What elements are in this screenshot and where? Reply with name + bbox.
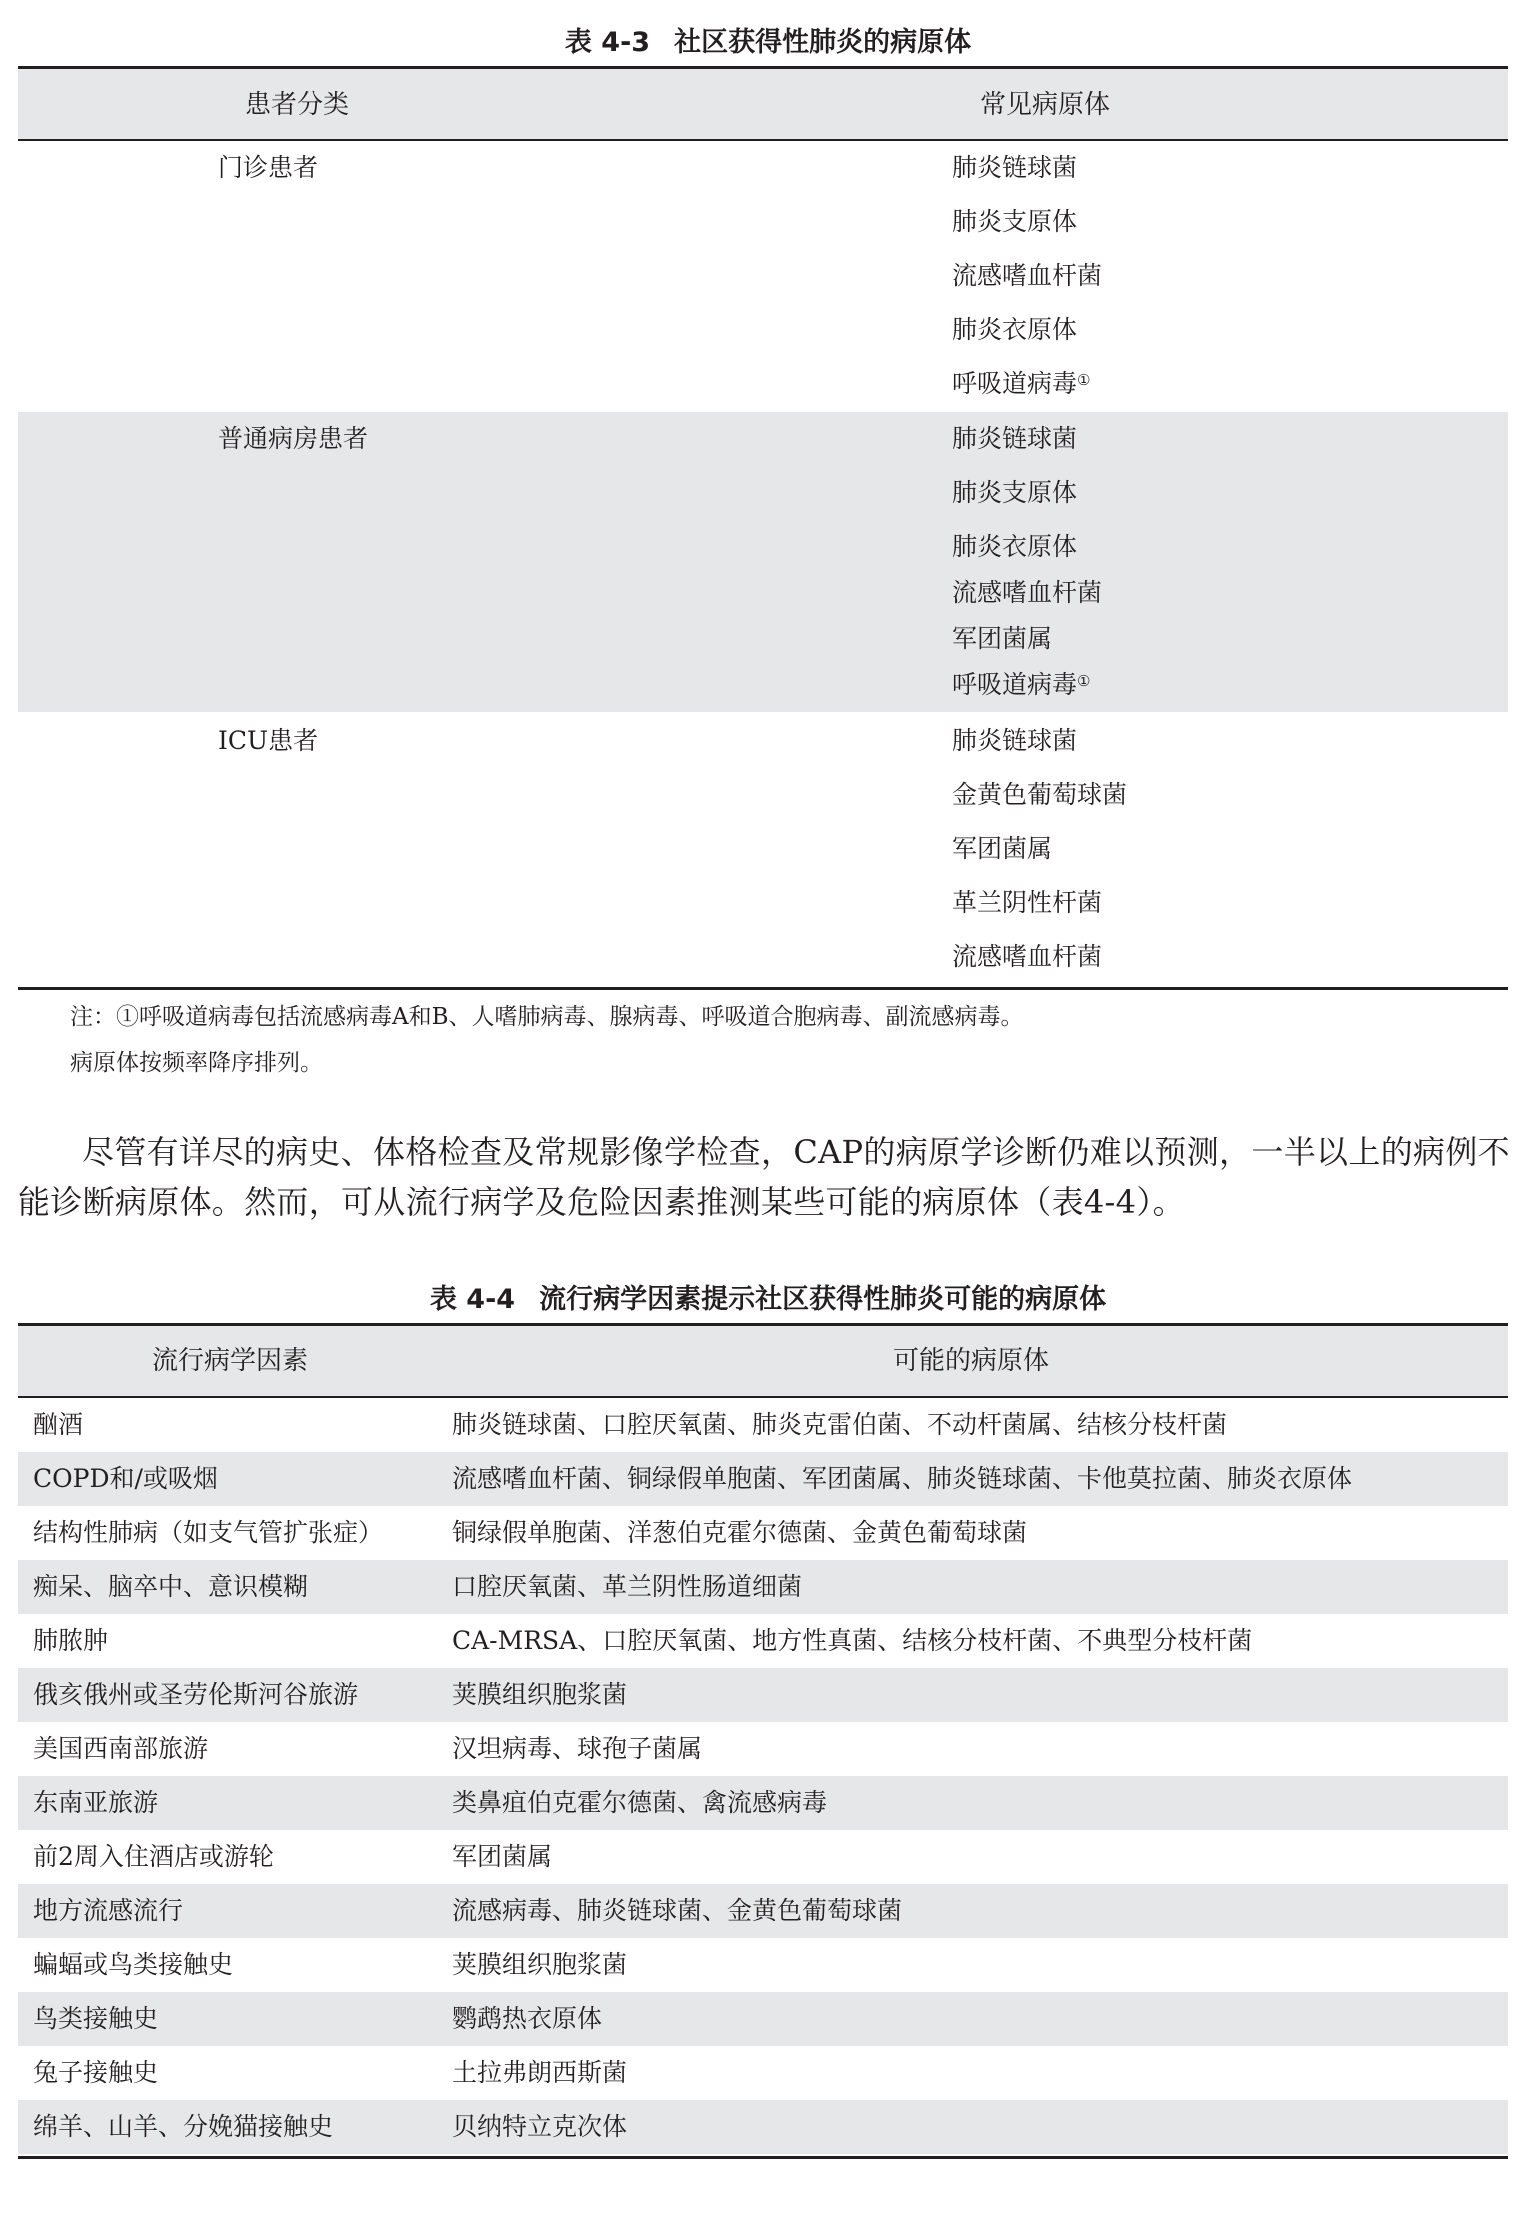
pathogen-item: 呼吸道病毒①	[952, 369, 1091, 398]
factor-cell: 肺脓肿	[33, 1626, 109, 1655]
pathogen-item: 肺炎链球菌	[952, 424, 1078, 453]
factor-cell: 酗酒	[33, 1410, 84, 1439]
factor-cell: 地方流感流行	[33, 1896, 184, 1925]
bottom-rule	[18, 2156, 1508, 2159]
table-number: 表 4-4	[429, 1284, 516, 1315]
pathogen-cell: 肺炎链球菌、口腔厌氧菌、肺炎克雷伯菌、不动杆菌属、结核分枝杆菌	[452, 1410, 1228, 1439]
pathogen-item: 肺炎衣原体	[952, 532, 1078, 561]
group-band-ward	[18, 412, 1508, 712]
column-header-possible-pathogens: 可能的病原体	[893, 1346, 1050, 1376]
table-title: 社区获得性肺炎的病原体	[674, 27, 972, 58]
factor-cell: 痴呆、脑卒中、意识模糊	[33, 1572, 309, 1601]
pathogen-item: 呼吸道病毒①	[952, 670, 1091, 699]
pathogen-cell: 贝纳特立克次体	[452, 2112, 628, 2141]
pathogen-cell: CA-MRSA、口腔厌氧菌、地方性真菌、结核分枝杆菌、不典型分枝杆菌	[452, 1626, 1253, 1655]
factor-cell: 东南亚旅游	[33, 1788, 159, 1817]
body-paragraph: 尽管有详尽的病史、体格检查及常规影像学检查，CAP的病原学诊断仍难以预测，一半以上的病例不能诊断病原体。然而，可从流行病学及危险因素推测某些可能的病原体（表4-4）。	[18, 1133, 1510, 1221]
pathogen-item: 金黄色葡萄球菌	[952, 780, 1128, 809]
bottom-rule	[18, 987, 1508, 990]
category-ward: 普通病房患者	[218, 424, 369, 453]
table-title: 流行病学因素提示社区获得性肺炎可能的病原体	[539, 1284, 1107, 1315]
category-icu: ICU患者	[218, 726, 319, 755]
category-outpatient: 门诊患者	[218, 153, 319, 182]
column-header-category: 患者分类	[245, 90, 350, 120]
factor-cell: 绵羊、山羊、分娩猫接触史	[33, 2112, 334, 2141]
pathogen-cell: 流感嗜血杆菌、铜绿假单胞菌、军团菌属、肺炎链球菌、卡他莫拉菌、肺炎衣原体	[452, 1464, 1353, 1493]
factor-cell: 蝙蝠或鸟类接触史	[33, 1950, 234, 1979]
column-header-factor: 流行病学因素	[152, 1346, 309, 1376]
factor-cell: 前2周入住酒店或游轮	[33, 1842, 274, 1871]
footnote-marker: ①	[1077, 371, 1091, 389]
factor-cell: 俄亥俄州或圣劳伦斯河谷旅游	[33, 1680, 359, 1709]
pathogen-cell: 流感病毒、肺炎链球菌、金黄色葡萄球菌	[452, 1896, 903, 1925]
pathogen-cell: 口腔厌氧菌、革兰阴性肠道细菌	[452, 1572, 803, 1601]
pathogen-item: 革兰阴性杆菌	[952, 888, 1103, 917]
table-4-4-caption	[0, 1277, 1536, 1316]
pathogen-item: 肺炎衣原体	[952, 315, 1078, 344]
header-band	[18, 69, 1508, 139]
factor-cell: COPD和/或吸烟	[33, 1464, 218, 1493]
pathogen-item: 军团菌属	[952, 624, 1053, 653]
pathogen-cell: 鹦鹉热衣原体	[452, 2004, 603, 2033]
table-4-3-caption	[0, 20, 1536, 59]
pathogen-item: 肺炎支原体	[952, 207, 1078, 236]
table-footnote: 病原体按频率降序排列。	[70, 1050, 323, 1076]
pathogen-cell: 军团菌属	[452, 1842, 553, 1871]
table-number: 表 4-3	[564, 27, 651, 58]
pathogen-item: 军团菌属	[952, 834, 1053, 863]
pathogen-cell: 类鼻疽伯克霍尔德菌、禽流感病毒	[452, 1788, 828, 1817]
table-footnote: 注：①呼吸道病毒包括流感病毒A和B、人嗜肺病毒、腺病毒、呼吸道合胞病毒、副流感病毒。	[70, 1004, 1024, 1030]
column-header-pathogens: 常见病原体	[980, 90, 1111, 120]
pathogen-cell: 荚膜组织胞浆菌	[452, 1680, 628, 1709]
row-band	[18, 1992, 1508, 2046]
pathogen-item: 肺炎链球菌	[952, 726, 1078, 755]
factor-cell: 美国西南部旅游	[33, 1734, 209, 1763]
header-rule	[18, 1396, 1508, 1398]
pathogen-cell: 荚膜组织胞浆菌	[452, 1950, 628, 1979]
pathogen-item: 流感嗜血杆菌	[952, 578, 1103, 607]
pathogen-cell: 汉坦病毒、球孢子菌属	[452, 1734, 703, 1763]
factor-cell: 兔子接触史	[33, 2058, 159, 2087]
pathogen-cell: 铜绿假单胞菌、洋葱伯克霍尔德菌、金黄色葡萄球菌	[452, 1518, 1028, 1547]
pathogen-item: 肺炎链球菌	[952, 153, 1078, 182]
pathogen-item: 流感嗜血杆菌	[952, 261, 1103, 290]
pathogen-cell: 土拉弗朗西斯菌	[452, 2058, 628, 2087]
footnote-marker: ①	[1077, 672, 1091, 690]
header-rule	[18, 139, 1508, 141]
factor-cell: 结构性肺病（如支气管扩张症）	[33, 1518, 384, 1547]
pathogen-item: 肺炎支原体	[952, 478, 1078, 507]
pathogen-item: 流感嗜血杆菌	[952, 942, 1103, 971]
factor-cell: 鸟类接触史	[33, 2004, 159, 2033]
